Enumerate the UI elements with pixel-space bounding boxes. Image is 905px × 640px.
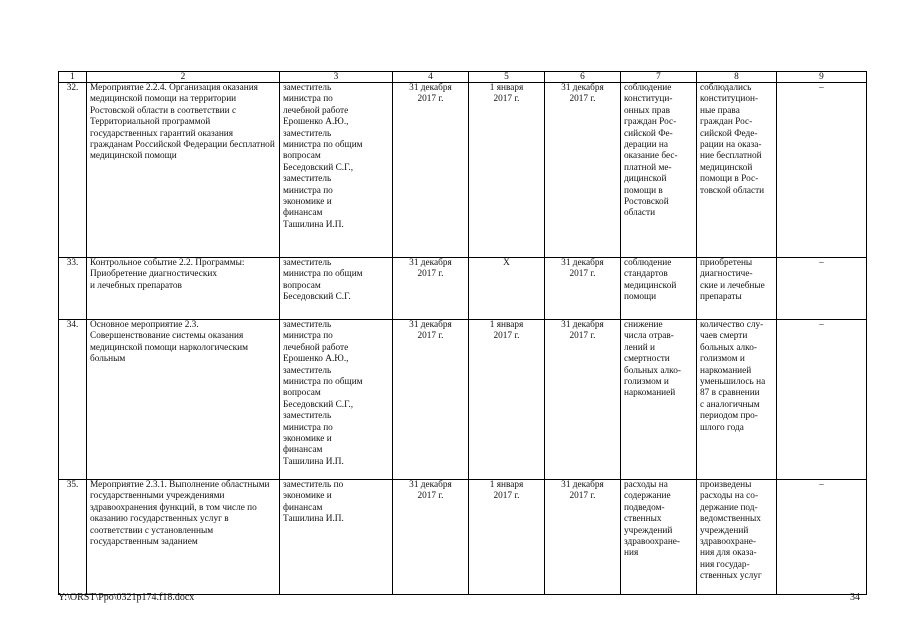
col-header-2: 2 (87, 72, 280, 83)
footer-page-number: 34 (850, 592, 860, 603)
row-number: 35. (59, 480, 87, 595)
responsible-person: заместитель по экономике и финансам Ташилина И.П. (280, 480, 393, 595)
col-header-6: 6 (545, 72, 621, 83)
planned-result: расходы на содержание подведом- ственных учреждений здравоохране- ния (621, 480, 697, 595)
start-date: 1 января 2017 г. (469, 480, 545, 595)
plan-date: 31 декабря 2017 г. (393, 320, 469, 480)
row-number: 33. (59, 258, 87, 320)
col-header-1: 1 (59, 72, 87, 83)
problems: – (777, 480, 867, 595)
end-date: 31 декабря 2017 г. (545, 320, 621, 480)
activity-name: Основное мероприятие 2.3. Совершенствование системы оказания медицинской помощи наркологическим больным (87, 320, 280, 480)
row-number: 32. (59, 83, 87, 258)
problems: – (777, 320, 867, 480)
planned-result: снижение числа отрав- лений и смертности больных алко- голизмом и наркоманией (621, 320, 697, 480)
col-header-8: 8 (697, 72, 777, 83)
planned-result: соблюдение стандартов медицинской помощи (621, 258, 697, 320)
responsible-person: заместитель министра по лечебной работе Ерошенко А.Ю., заместитель министра по общим вопросам Беседовский С.Г., заместитель министра по экономике и финансам Ташилина И.П. (280, 320, 393, 480)
footer-file-path: Y:\ORST\Ppo\0321p174.f18.docx (58, 592, 195, 603)
col-header-3: 3 (280, 72, 393, 83)
actual-result: приобретены диагностиче- ские и лечебные препараты (697, 258, 777, 320)
plan-date: 31 декабря 2017 г. (393, 83, 469, 258)
actual-result: соблюдались конституцион- ные права граждан Рос- сийской Феде- рации на оказа- ние бесплатной медицинской помощи в Рос- товской области (697, 83, 777, 258)
problems: – (777, 83, 867, 258)
start-date: 1 января 2017 г. (469, 83, 545, 258)
actual-result: количество слу- чаев смерти больных алко- голизмом и наркоманией уменьшилось на 87 в сравнении с аналогичным периодом про- шлого года (697, 320, 777, 480)
responsible-person: заместитель министра по лечебной работе Ерошенко А.Ю., заместитель министра по общим вопросам Беседовский С.Г., заместитель министра по экономике и финансам Ташилина И.П. (280, 83, 393, 258)
activity-name: Мероприятие 2.3.1. Выполнение областными государственными учреждениями здравоохранения функций, в том числе по оказанию государственных услуг в соответствии с установленным государственным заданием (87, 480, 280, 595)
end-date: 31 декабря 2017 г. (545, 83, 621, 258)
col-header-4: 4 (393, 72, 469, 83)
col-header-5: 5 (469, 72, 545, 83)
activity-name: Мероприятие 2.2.4. Организация оказания медицинской помощи на территории Ростовской области в соответствии с Территориальной программой государственных гарантий оказания гражданам Российской Федерации бесплатной медицинской помощи (87, 83, 280, 258)
plan-date: 31 декабря 2017 г. (393, 480, 469, 595)
responsible-person: заместитель министра по общим вопросам Беседовский С.Г. (280, 258, 393, 320)
column-number-row (59, 72, 867, 83)
table-row (59, 258, 867, 320)
row-number: 34. (59, 320, 87, 480)
end-date: 31 декабря 2017 г. (545, 480, 621, 595)
end-date: 31 декабря 2017 г. (545, 258, 621, 320)
table-row (59, 83, 867, 258)
planned-result: соблюдение конституци- онных прав граждан Рос- сийской Фе- дерации на оказание бес- платной ме- дицинской помощи в Ростовской области (621, 83, 697, 258)
plan-date: 31 декабря 2017 г. (393, 258, 469, 320)
col-header-9: 9 (777, 72, 867, 83)
activity-name: Контрольное событие 2.2. Программы: Приобретение диагностических и лечебных препаратов (87, 258, 280, 320)
problems: – (777, 258, 867, 320)
report-table (58, 71, 867, 595)
start-date: X (469, 258, 545, 320)
col-header-7: 7 (621, 72, 697, 83)
table-row (59, 480, 867, 595)
table-row (59, 320, 867, 480)
start-date: 1 января 2017 г. (469, 320, 545, 480)
actual-result: произведены расходы на со- держание под- ведомственных учреждений здравоохране- ния для оказа- ния государ- ственных услуг (697, 480, 777, 595)
